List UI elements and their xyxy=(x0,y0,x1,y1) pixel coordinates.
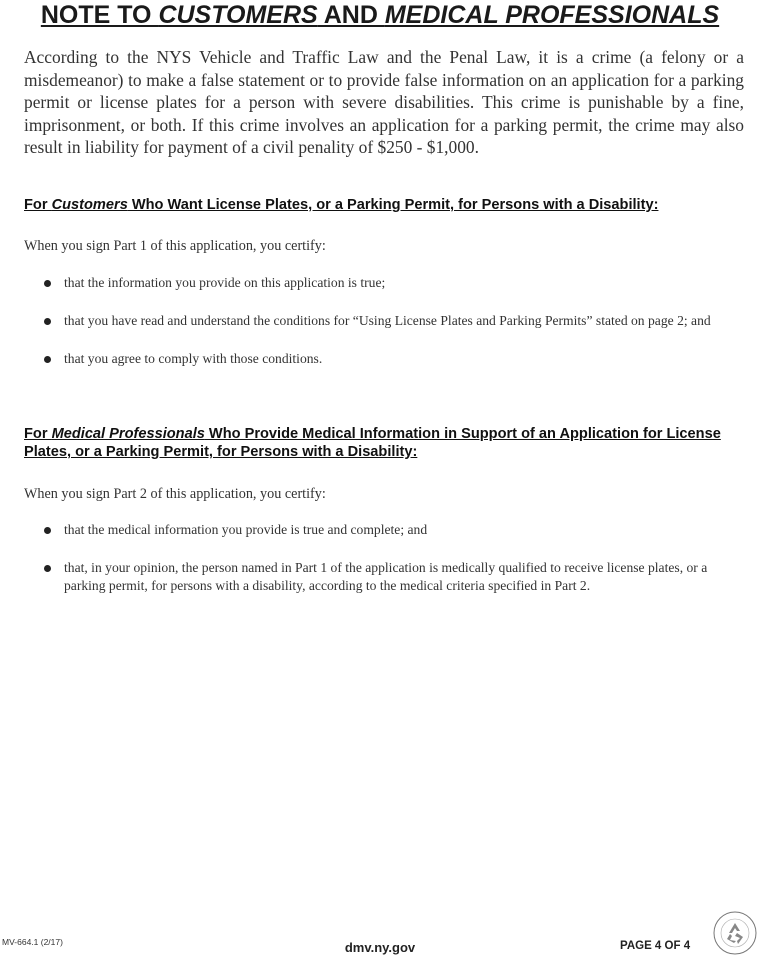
recycle-seal-icon xyxy=(712,910,758,956)
medical-lead: When you sign Part 2 of this application, you certify: xyxy=(24,486,326,502)
intro-paragraph: According to the NYS Vehicle and Traffic Law and the Penal Law, it is a crime (a felony or a misdemeanor) to make a false statement or to provide false information on an application for a parking permit or license plates for a person with severe disabilities. This crime is punishable by a fine, imprisonment, or both. If this crime involves an application for a parking permit, the crime may also result in liability for payment of a civil penality of $250 - $1,000. xyxy=(24,47,744,158)
medical-certify-list xyxy=(42,521,732,615)
page-title: NOTE TO CUSTOMERS AND MEDICAL PROFESSIONALS xyxy=(40,1,720,29)
list-item: that, in your opinion, the person named in Part 1 of the application is medically qualified to receive license plates, or a parking permit, for persons with a disability, according to the medical criteria specified in Part 2. xyxy=(42,559,732,595)
bullet-icon xyxy=(44,565,51,572)
medical-heading: For Medical Professionals Who Provide Medical Information in Support of an Application for License Plates, or a Parking Permit, for Persons with a Disability: xyxy=(24,426,721,460)
website-label: dmv.ny.gov xyxy=(344,940,416,955)
list-item: that the information you provide on this application is true; xyxy=(42,274,732,292)
bullet-icon xyxy=(44,318,51,325)
list-item: that you have read and understand the conditions for “Using License Plates and Parking Permits” stated on page 2; and xyxy=(42,312,732,330)
customers-certify-list xyxy=(42,274,732,388)
list-item: that you agree to comply with those conditions. xyxy=(42,350,732,368)
bullet-icon xyxy=(44,280,51,287)
customers-heading: For Customers Who Want License Plates, or a Parking Permit, for Persons with a Disability: xyxy=(24,197,659,213)
list-item: that the medical information you provide is true and complete; and xyxy=(42,521,732,539)
page-number: PAGE 4 OF 4 xyxy=(620,940,691,952)
bullet-icon xyxy=(44,356,51,363)
customers-lead: When you sign Part 1 of this application, you certify: xyxy=(24,238,326,254)
form-id: MV-664.1 (2/17) xyxy=(2,937,63,947)
bullet-icon xyxy=(44,527,51,534)
